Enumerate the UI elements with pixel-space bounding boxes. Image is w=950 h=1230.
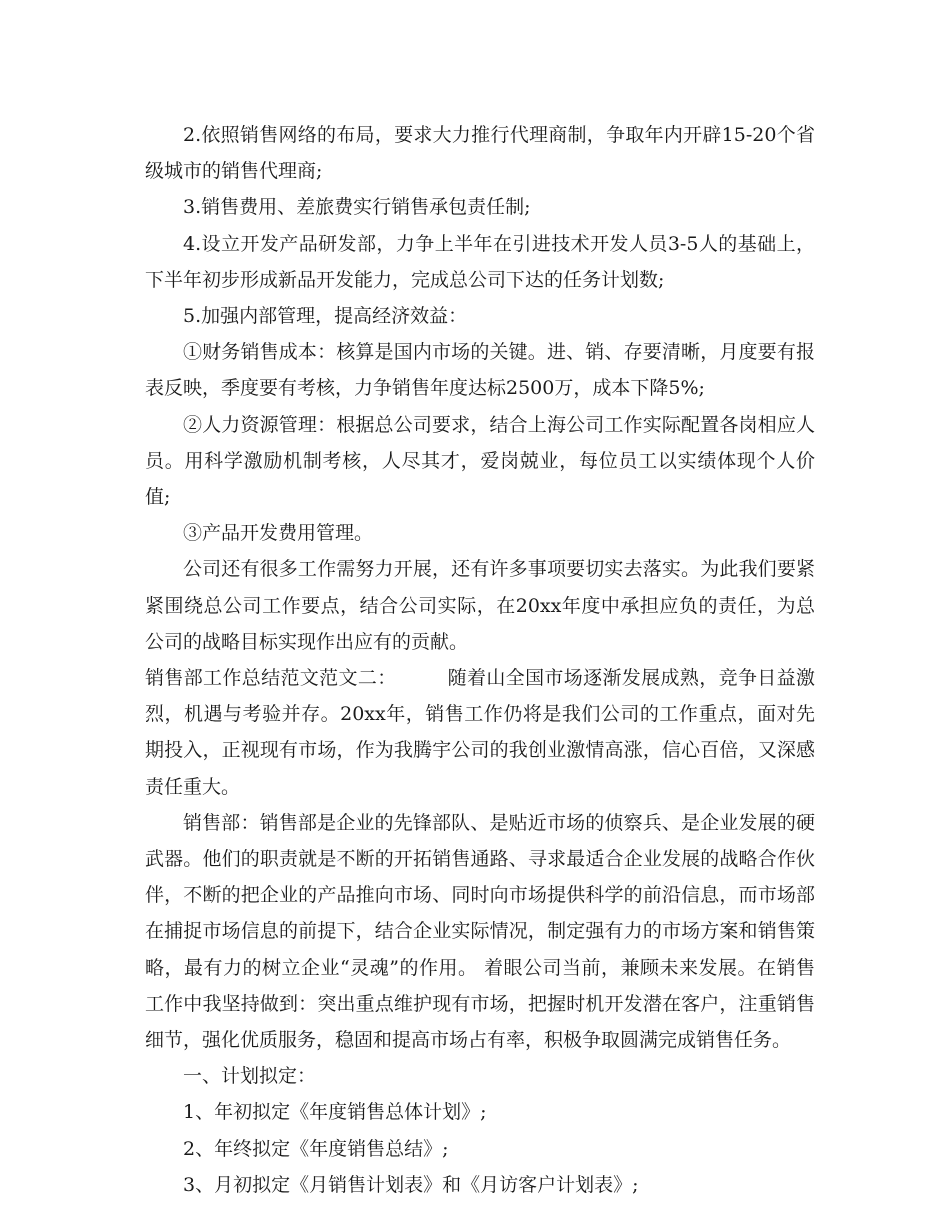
plan-item-3: 3、月初拟定《月销售计划表》和《月访客户计划表》; (183, 1173, 639, 1196)
paragraph-item-3: 3.销售费用、差旅费实行销售承包责任制; (183, 196, 531, 219)
document-body (145, 117, 815, 1203)
paragraph-finance-cost: ①财务销售成本：核算是国内市场的关键。进、销、存要清晰，月度要有报表反映，季度要有考核，力争销售年度达标2500万，成本下降5%; (145, 341, 815, 400)
paragraph-sample-two-intro: 销售部工作总结范文范文二： 随着山全国市场逐渐发展成熟，竞争日益激烈，机遇与考验并存。20xx年，销售工作仍将是我们公司的工作重点，面对先期投入，正视现有市场，作为我腾宇公司的我创业激情高涨，信心百倍，又深感责任重大。 (145, 667, 815, 798)
plan-item-2: 2、年终拟定《年度销售总结》; (183, 1137, 449, 1160)
paragraph-product-dev-cost: ③产品开发费用管理。 (183, 522, 374, 545)
section-heading-plan: 一、计划拟定： (183, 1065, 317, 1088)
paragraph-company-work: 公司还有很多工作需努力开展，还有许多事项要切实去落实。为此我们要紧紧围绕总公司工作要点，结合公司实际，在20xx年度中承担应负的责任，为总公司的战略目标实现作出应有的贡献。 (145, 558, 815, 653)
paragraph-hr-management: ②人力资源管理：根据总公司要求，结合上海公司工作实际配置各岗相应人员。用科学激励机制考核，人尽其才，爱岗兢业，每位员工以实绩体现个人价值; (145, 413, 815, 509)
paragraph-sales-department: 销售部：销售部是企业的先锋部队、是贴近市场的侦察兵、是企业发展的硬武器。他们的职责就是不断的开拓销售通路、寻求最适合企业发展的战略合作伙伴，不断的把企业的产品推向市场、同时向市场提供科学的前沿信息，而市场部在捕捉市场信息的前提下，结合企业实际情况，制定强有力的市场方案和销售策略，最有力的树立企业“灵魂”的作用。 着眼公司当前，兼顾未来发展。在销售工作中我坚持做到：突出重点维护现有市场，把握时机开发潜在客户，注重销售细节，强化优质服务，稳固和提高市场占有率，积极争取圆满完成销售任务。 (145, 811, 815, 1052)
paragraph-item-4: 4.设立开发产品研发部，力争上半年在引进技术开发人员3-5人的基础上，下半年初步形成新品开发能力，完成总公司下达的任务计划数; (145, 232, 815, 291)
paragraph-item-5: 5.加强内部管理，提高经济效益： (183, 305, 468, 328)
paragraph-item-2: 2.依照销售网络的布局，要求大力推行代理商制，争取年内开辟15-20个省级城市的销售代理商; (145, 124, 815, 183)
plan-item-1: 1、年初拟定《年度销售总体计划》; (183, 1101, 487, 1124)
